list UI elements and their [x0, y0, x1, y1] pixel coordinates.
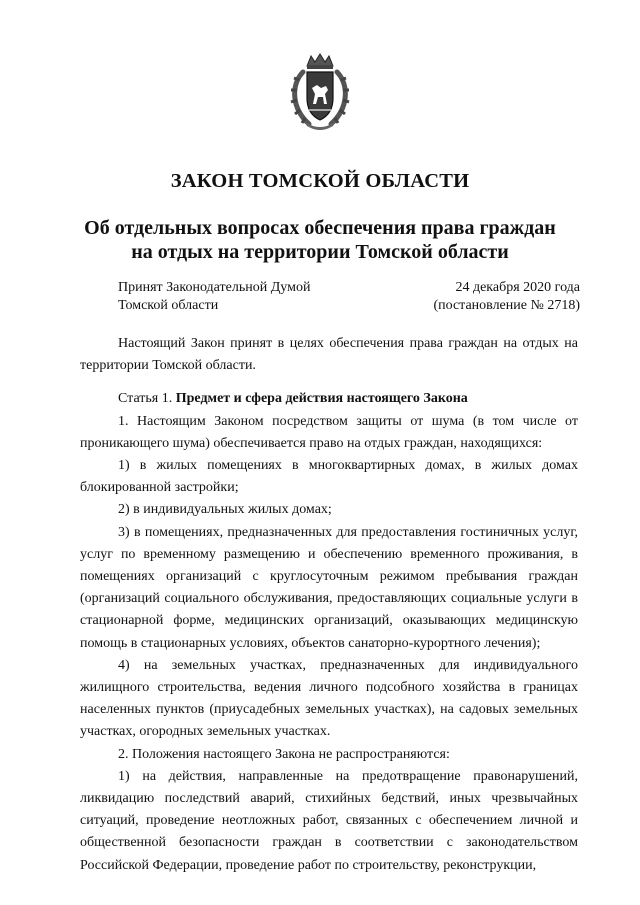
adopted-by-line-1: Принят Законодательной Думой — [118, 280, 311, 295]
document-subtitle — [60, 216, 580, 264]
document-title: ЗАКОН ТОМСКОЙ ОБЛАСТИ — [170, 170, 470, 192]
article-1-item-4: 4) на земельных участках, предназначенных для индивидуального жилищного строительства, ведения личного подсобного хозяйства в границах населенных пунктов (приусадебных земельных участках), на садовых земельных участках, огородных земельных участках. — [80, 657, 578, 740]
subtitle-line-2: на отдых на территории Томской области — [131, 241, 509, 263]
article-1-item-3: 3) в помещениях, предназначенных для предоставления гостиничных услуг, услуг по временному размещению и обеспечению временного проживания, в помещениях организаций с круглосуточным режимом пребывания граждан (организаций социального обслуживания, предоставляющих социальные услуги в стационарной форме, медицинских организаций, оказывающих медицинскую помощь в стационарных условиях, объектов санаторно-курортного лечения); — [80, 524, 578, 651]
article-1-title: Предмет и сфера действия настоящего Закона — [175, 391, 468, 407]
adopted-by-block — [118, 279, 310, 315]
preamble-paragraph: Настоящий Закон принят в целях обеспечения права граждан на отдых на территории Томской области. — [80, 336, 578, 374]
article-1-paragraph-2-item-1: 1) на действия, направленные на предотвращение правонарушений, ликвидацию последствий аварий, стихийных бедствий, иных чрезвычайных ситуаций, проведение неотложных работ, связанных с обеспечением личной и общественной безопасности граждан в соответствии с законодательством Российской Федерации, проведение работ по строительству, реконструкции, — [80, 768, 578, 873]
article-1-item-2: 2) в индивидуальных жилых домах; — [118, 502, 332, 518]
adoption-date-block — [433, 279, 580, 315]
article-1-item-1: 1) в жилых помещениях в многоквартирных домах, в жилых домах блокированной застройки; — [80, 458, 578, 496]
adopted-by-line-2: Томской области — [118, 298, 219, 313]
document-body — [80, 333, 578, 877]
coat-of-arms-emblem — [287, 52, 353, 132]
article-1-paragraph-1: 1. Настоящим Законом посредством защиты от шума (в том числе от проникающего шума) обеспечивается право на отдых граждан, находящихся: — [80, 413, 578, 451]
adoption-date: 24 декабря 2020 года — [455, 280, 580, 295]
article-1-label: Статья 1. — [118, 391, 176, 407]
subtitle-line-1: Об отдельных вопросах обеспечения права граждан — [84, 217, 556, 239]
resolution-number: (постановление № 2718) — [433, 298, 580, 313]
article-1-heading — [80, 388, 578, 410]
article-1-paragraph-2: 2. Положения настоящего Закона не распространяются: — [118, 746, 450, 762]
